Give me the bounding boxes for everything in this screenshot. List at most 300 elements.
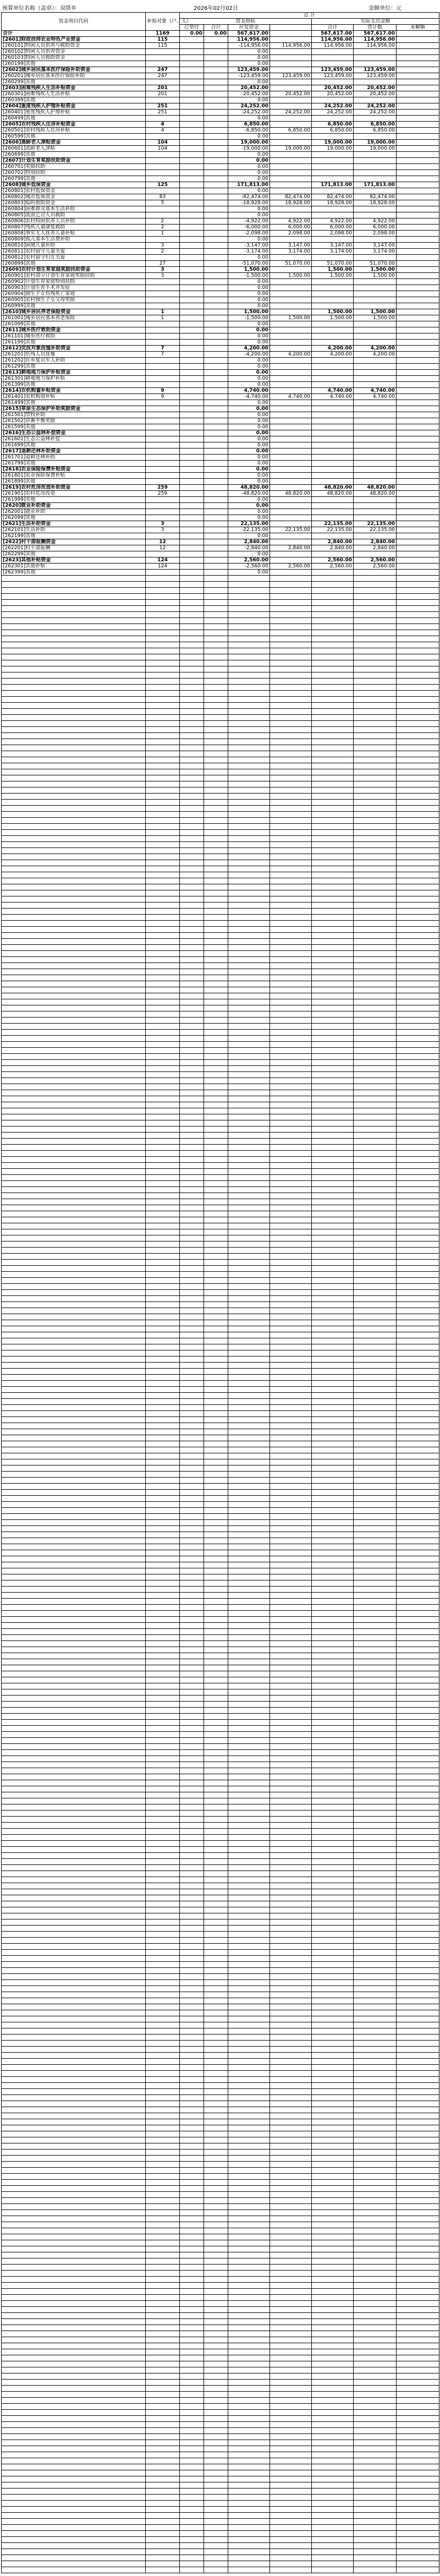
row-paid: 171,813.00	[354, 182, 397, 188]
row-unpaid	[397, 267, 439, 273]
empty-cell	[228, 2010, 270, 2016]
row-actual	[312, 364, 354, 370]
empty-cell	[180, 2131, 204, 2137]
empty-cell	[354, 2398, 397, 2404]
empty-cell	[2, 1175, 146, 1181]
empty-cell	[228, 1411, 270, 1417]
empty-cell	[2, 1090, 146, 1096]
row-x1	[204, 382, 228, 388]
empty-cell	[270, 975, 312, 981]
empty-cell	[146, 1877, 180, 1883]
empty-cell	[270, 1998, 312, 2004]
row-actual	[312, 418, 354, 424]
table-row	[2, 1514, 439, 1520]
empty-cell	[2, 1199, 146, 1205]
table-row	[2, 1623, 439, 1629]
empty-cell	[312, 2289, 354, 2295]
row-sum: -48,820.00	[228, 491, 270, 497]
empty-cell	[228, 1841, 270, 1847]
row-unpaid	[397, 430, 439, 436]
empty-cell	[312, 606, 354, 612]
empty-cell	[2, 2252, 146, 2258]
empty-cell	[312, 2313, 354, 2319]
empty-cell	[228, 2137, 270, 2143]
empty-cell	[228, 1072, 270, 1078]
table-row	[2, 509, 439, 515]
empty-cell	[312, 1211, 354, 1217]
row-actual: 20,452.00	[312, 85, 354, 91]
empty-cell	[146, 1235, 180, 1241]
empty-cell	[397, 582, 439, 588]
row-x1	[204, 436, 228, 442]
empty-cell	[270, 757, 312, 763]
empty-cell	[2, 1217, 146, 1223]
empty-cell	[270, 2198, 312, 2204]
empty-cell	[354, 878, 397, 884]
empty-cell	[270, 1738, 312, 1744]
table-row	[2, 1919, 439, 1926]
row-indicator: 1,500.00	[270, 273, 312, 279]
empty-cell	[180, 2119, 204, 2125]
empty-cell	[204, 2143, 228, 2150]
empty-cell	[354, 1617, 397, 1623]
empty-cell	[146, 1593, 180, 1599]
row-actual	[312, 255, 354, 261]
empty-cell	[146, 1762, 180, 1768]
row-actual: 2,840.00	[312, 539, 354, 545]
row-sum: -51,070.00	[228, 261, 270, 267]
empty-cell	[228, 2041, 270, 2047]
empty-cell	[270, 1296, 312, 1302]
empty-cell	[397, 1290, 439, 1296]
empty-cell	[2, 582, 146, 588]
empty-cell	[180, 1363, 204, 1369]
empty-cell	[2, 1048, 146, 1054]
empty-cell	[312, 1950, 354, 1956]
empty-cell	[228, 654, 270, 660]
empty-cell	[2, 842, 146, 848]
empty-cell	[228, 1635, 270, 1641]
empty-cell	[397, 1556, 439, 1562]
row-count: 3	[146, 521, 180, 527]
empty-cell	[2, 1587, 146, 1593]
empty-cell	[146, 1169, 180, 1175]
empty-cell	[270, 1320, 312, 1326]
empty-cell	[180, 1901, 204, 1907]
row-name: [262199]其他	[2, 533, 146, 539]
empty-cell	[180, 1580, 204, 1587]
empty-cell	[312, 1895, 354, 1901]
empty-cell	[397, 1157, 439, 1163]
empty-cell	[270, 1720, 312, 1726]
empty-cell	[204, 794, 228, 800]
empty-cell	[312, 582, 354, 588]
empty-cell	[228, 842, 270, 848]
row-unpaid	[397, 225, 439, 231]
table-row	[2, 1120, 439, 1126]
table-row	[2, 648, 439, 654]
empty-cell	[204, 1011, 228, 1018]
empty-cell	[180, 1653, 204, 1659]
row-sum: -4,200.00	[228, 352, 270, 358]
empty-cell	[180, 1108, 204, 1114]
empty-cell	[312, 1126, 354, 1133]
empty-cell	[146, 854, 180, 860]
empty-cell	[2, 1302, 146, 1308]
table-row	[2, 1944, 439, 1950]
empty-cell	[204, 2156, 228, 2162]
empty-cell	[312, 2071, 354, 2077]
empty-cell	[2, 896, 146, 903]
row-sum: -24,252.00	[228, 110, 270, 116]
empty-cell	[180, 679, 204, 685]
empty-cell	[270, 1060, 312, 1066]
row-x1	[204, 545, 228, 551]
empty-cell	[397, 1169, 439, 1175]
empty-cell	[2, 709, 146, 715]
empty-cell	[270, 2373, 312, 2380]
table-row	[2, 1369, 439, 1375]
table-row	[2, 2404, 439, 2410]
row-x1	[204, 521, 228, 527]
empty-cell	[397, 872, 439, 878]
empty-cell	[146, 2404, 180, 2410]
empty-cell	[270, 1550, 312, 1556]
row-sum: 0.00	[228, 134, 270, 140]
row-unpaid	[397, 449, 439, 455]
empty-cell	[270, 775, 312, 781]
empty-cell	[312, 2416, 354, 2422]
col-subtotal2: 合计	[312, 25, 354, 31]
empty-cell	[146, 1181, 180, 1187]
empty-cell	[180, 2041, 204, 2047]
empty-cell	[228, 1756, 270, 1762]
empty-cell	[354, 1683, 397, 1689]
empty-cell	[397, 1417, 439, 1423]
table-row	[2, 1804, 439, 1811]
empty-cell	[204, 1750, 228, 1756]
row-paid: 2,840.00	[354, 545, 397, 551]
empty-cell	[270, 1677, 312, 1683]
row-paid: 82,474.00	[354, 194, 397, 200]
table-row	[2, 1538, 439, 1544]
row-sum: 1,500.00	[228, 309, 270, 315]
empty-cell	[270, 654, 312, 660]
empty-cell	[228, 2349, 270, 2355]
row-advanced	[180, 255, 204, 261]
row-count	[146, 533, 180, 539]
empty-cell	[270, 721, 312, 727]
empty-cell	[2, 1169, 146, 1175]
empty-cell	[2, 733, 146, 739]
row-count: 9	[146, 388, 180, 394]
empty-cell	[397, 2143, 439, 2150]
empty-cell	[204, 1883, 228, 1889]
empty-cell	[397, 2016, 439, 2022]
empty-cell	[228, 927, 270, 933]
empty-cell	[228, 1472, 270, 1478]
empty-cell	[180, 2446, 204, 2452]
empty-cell	[397, 1108, 439, 1114]
row-sum: 0.00	[228, 237, 270, 243]
empty-cell	[228, 1453, 270, 1459]
empty-cell	[146, 769, 180, 775]
empty-cell	[312, 727, 354, 733]
row-x1	[204, 97, 228, 103]
empty-cell	[270, 1036, 312, 1042]
empty-cell	[146, 2283, 180, 2289]
row-unpaid	[397, 346, 439, 352]
empty-cell	[180, 2271, 204, 2277]
empty-cell	[180, 1980, 204, 1986]
empty-cell	[354, 1968, 397, 1974]
row-paid	[354, 570, 397, 576]
row-sum: 0.00	[228, 497, 270, 503]
empty-cell	[204, 939, 228, 945]
row-sum: -18,928.00	[228, 200, 270, 206]
row-unpaid	[397, 297, 439, 303]
empty-cell	[312, 1163, 354, 1169]
empty-cell	[270, 679, 312, 685]
empty-cell	[270, 1302, 312, 1308]
row-sum: 0.00	[228, 158, 270, 164]
table-row	[2, 358, 439, 364]
empty-cell	[204, 1823, 228, 1829]
row-actual: 4,740.00	[312, 388, 354, 394]
row-paid	[354, 406, 397, 412]
empty-cell	[2, 1756, 146, 1762]
table-row	[2, 878, 439, 884]
empty-cell	[2, 1520, 146, 1526]
empty-cell	[312, 884, 354, 890]
empty-cell	[146, 2428, 180, 2434]
empty-cell	[2, 957, 146, 963]
empty-cell	[397, 1835, 439, 1841]
empty-cell	[2, 1054, 146, 1060]
empty-cell	[354, 800, 397, 806]
empty-cell	[2, 2004, 146, 2010]
row-unpaid	[397, 110, 439, 116]
row-advanced	[180, 164, 204, 170]
empty-cell	[228, 921, 270, 927]
empty-cell	[204, 2077, 228, 2083]
empty-cell	[180, 1096, 204, 1102]
empty-cell	[146, 2222, 180, 2228]
row-paid: 4,740.00	[354, 388, 397, 394]
empty-cell	[180, 1266, 204, 1272]
empty-cell	[180, 733, 204, 739]
empty-cell	[2, 1544, 146, 1550]
row-indicator	[270, 176, 312, 182]
empty-cell	[270, 2331, 312, 2337]
empty-cell	[228, 848, 270, 854]
empty-cell	[204, 2422, 228, 2428]
row-count	[146, 340, 180, 346]
empty-cell	[228, 1853, 270, 1859]
row-paid: 1,500.00	[354, 267, 397, 273]
empty-cell	[312, 2549, 354, 2555]
empty-cell	[312, 1938, 354, 1944]
table-row	[2, 1792, 439, 1798]
table-row	[2, 2022, 439, 2028]
empty-cell	[2, 1005, 146, 1011]
empty-cell	[146, 1229, 180, 1235]
table-row	[2, 1647, 439, 1653]
empty-cell	[228, 1435, 270, 1441]
row-count	[146, 430, 180, 436]
empty-cell	[270, 866, 312, 872]
table-row	[2, 1562, 439, 1568]
row-unpaid	[397, 557, 439, 564]
table-row	[2, 2470, 439, 2476]
empty-cell	[397, 1484, 439, 1490]
row-paid	[354, 61, 397, 67]
empty-cell	[354, 1986, 397, 1992]
empty-cell	[312, 1338, 354, 1344]
row-count	[146, 303, 180, 309]
empty-cell	[270, 2234, 312, 2240]
table-row	[2, 1683, 439, 1689]
table-row	[2, 1938, 439, 1944]
empty-cell	[228, 1363, 270, 1369]
empty-cell	[270, 2440, 312, 2446]
empty-cell	[2, 1647, 146, 1653]
empty-cell	[146, 781, 180, 787]
empty-cell	[397, 1223, 439, 1229]
empty-cell	[204, 1502, 228, 1508]
empty-cell	[146, 1780, 180, 1786]
empty-cell	[397, 1459, 439, 1465]
row-name: [260702]特别扶助	[2, 170, 146, 176]
empty-cell	[204, 2398, 228, 2404]
row-unpaid	[397, 31, 439, 37]
empty-cell	[312, 2059, 354, 2065]
empty-cell	[354, 939, 397, 945]
row-paid: 1,500.00	[354, 315, 397, 321]
empty-cell	[2, 781, 146, 787]
table-row	[2, 200, 439, 206]
empty-cell	[204, 1998, 228, 2004]
table-row	[2, 1992, 439, 1998]
row-x1	[204, 267, 228, 273]
empty-cell	[270, 2398, 312, 2404]
row-sum: 567,617.00	[228, 31, 270, 37]
empty-cell	[180, 2398, 204, 2404]
empty-cell	[270, 709, 312, 715]
empty-cell	[2, 1980, 146, 1986]
row-sum: 0.00	[228, 412, 270, 418]
empty-cell	[354, 903, 397, 909]
empty-cell	[228, 697, 270, 703]
empty-cell	[312, 2531, 354, 2537]
empty-cell	[354, 1877, 397, 1883]
empty-cell	[228, 751, 270, 757]
empty-cell	[228, 2125, 270, 2131]
row-advanced	[180, 170, 204, 176]
empty-cell	[270, 1829, 312, 1835]
row-paid	[354, 134, 397, 140]
empty-cell	[312, 1726, 354, 1732]
empty-cell	[2, 1556, 146, 1562]
table-row	[2, 376, 439, 382]
empty-cell	[146, 2180, 180, 2186]
empty-cell	[2, 2137, 146, 2143]
empty-cell	[204, 2150, 228, 2156]
empty-cell	[2, 1248, 146, 1254]
empty-cell	[180, 1538, 204, 1544]
empty-cell	[2, 1332, 146, 1338]
empty-cell	[270, 1538, 312, 1544]
empty-cell	[397, 672, 439, 679]
empty-cell	[204, 1411, 228, 1417]
table-row	[2, 1399, 439, 1405]
empty-cell	[312, 1580, 354, 1587]
empty-cell	[354, 763, 397, 769]
empty-cell	[270, 1556, 312, 1562]
empty-cell	[270, 2204, 312, 2210]
row-x1	[204, 140, 228, 146]
table-row	[2, 1387, 439, 1393]
empty-cell	[354, 2107, 397, 2113]
table-row	[2, 249, 439, 255]
empty-cell	[204, 927, 228, 933]
empty-cell	[397, 2416, 439, 2422]
empty-cell	[312, 1084, 354, 1090]
empty-cell	[180, 685, 204, 691]
row-advanced	[180, 146, 204, 152]
empty-cell	[2, 969, 146, 975]
empty-cell	[397, 2028, 439, 2034]
empty-cell	[146, 1199, 180, 1205]
empty-cell	[270, 2343, 312, 2349]
row-advanced	[180, 406, 204, 412]
table-row	[2, 267, 439, 273]
empty-cell	[204, 1084, 228, 1090]
table-row	[2, 951, 439, 957]
empty-cell	[397, 1393, 439, 1399]
empty-cell	[146, 1139, 180, 1145]
empty-cell	[397, 2482, 439, 2489]
empty-cell	[270, 1405, 312, 1411]
empty-cell	[397, 1611, 439, 1617]
empty-cell	[312, 1435, 354, 1441]
empty-cell	[228, 1804, 270, 1811]
empty-cell	[180, 1780, 204, 1786]
empty-cell	[270, 1108, 312, 1114]
empty-cell	[312, 2168, 354, 2174]
empty-cell	[354, 1811, 397, 1817]
empty-cell	[2, 1538, 146, 1544]
empty-cell	[146, 2022, 180, 2028]
table-row	[2, 1084, 439, 1090]
empty-cell	[354, 2446, 397, 2452]
row-x1	[204, 67, 228, 73]
empty-cell	[354, 1574, 397, 1580]
row-name: [260799]其他	[2, 176, 146, 182]
row-sum: 0.00	[228, 212, 270, 218]
empty-cell	[354, 2041, 397, 2047]
empty-cell	[354, 2349, 397, 2355]
empty-cell	[270, 1544, 312, 1550]
empty-cell	[397, 1120, 439, 1126]
empty-cell	[228, 1617, 270, 1623]
empty-cell	[397, 921, 439, 927]
table-row	[2, 2416, 439, 2422]
empty-cell	[312, 2053, 354, 2059]
row-name: [2615]草原生态保护补助奖励资金	[2, 406, 146, 412]
empty-cell	[270, 1520, 312, 1526]
row-indicator	[270, 455, 312, 461]
